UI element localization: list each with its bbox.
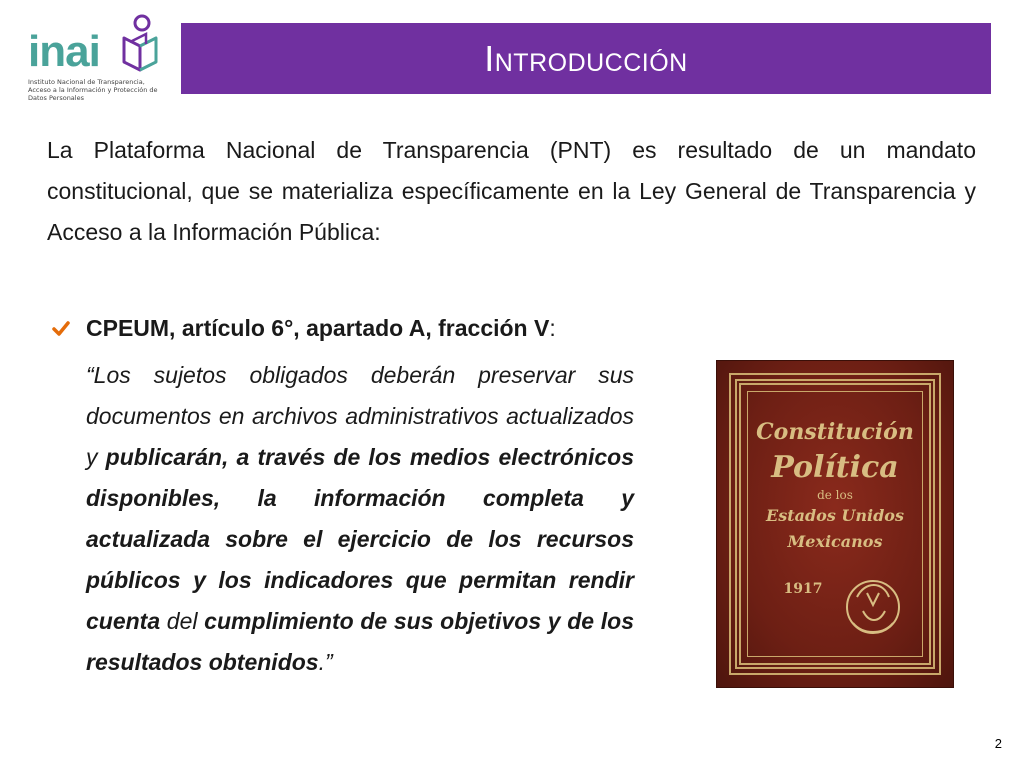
page-number: 2 <box>994 736 1002 751</box>
book-line-5: Mexicanos <box>787 532 883 551</box>
quote-part-3: .” <box>318 649 333 675</box>
bullet-bold: CPEUM, artículo 6°, apartado A, fracción V <box>86 314 550 341</box>
quote-part-1: “Los sujetos obligados deberán preservar sus documentos en archivos administrativos actualizados y <box>86 362 634 470</box>
book-cover-art <box>717 361 953 687</box>
quote-part-2: del <box>160 608 205 634</box>
bullet-suffix: : <box>549 314 556 341</box>
book-line-3: de los <box>817 488 853 502</box>
logo-subtitle: Instituto Nacional de Transparencia, Acceso a la Información y Protección de Datos Personales <box>28 78 158 102</box>
book-line-1: Constitución <box>756 419 914 445</box>
book-line-2: Política <box>771 450 899 485</box>
inai-logo <box>22 14 182 100</box>
book-line-4: Estados Unidos <box>766 506 904 525</box>
page-title: Introducción <box>484 37 688 79</box>
book-year: 1917 <box>783 581 823 597</box>
quote-bold-1: publicarán, a través de los medios electrónicos disponibles, la información completa y actualizada sobre el ejercicio de los recursos públicos y los indicadores que permitan rendir cuenta <box>86 444 634 634</box>
quote-bold-2: cumplimiento de sus objetivos y de los resultados obtenidos <box>86 608 634 675</box>
quote-paragraph <box>86 355 634 683</box>
bullet-text <box>86 315 556 342</box>
title-bar <box>181 23 991 94</box>
eagle-emblem <box>847 581 899 633</box>
constitution-book-cover <box>717 361 953 687</box>
bullet-item <box>52 308 556 348</box>
intro-paragraph: La Plataforma Nacional de Transparencia (PNT) es resultado de un mandato constitucional, que se materializa específicamente en la Ley General de Transparencia y Acceso a la Información Pública: <box>47 137 976 245</box>
book-person-icon <box>118 14 162 76</box>
checkmark-icon <box>52 320 70 338</box>
logo-wordmark: inai <box>28 27 100 76</box>
